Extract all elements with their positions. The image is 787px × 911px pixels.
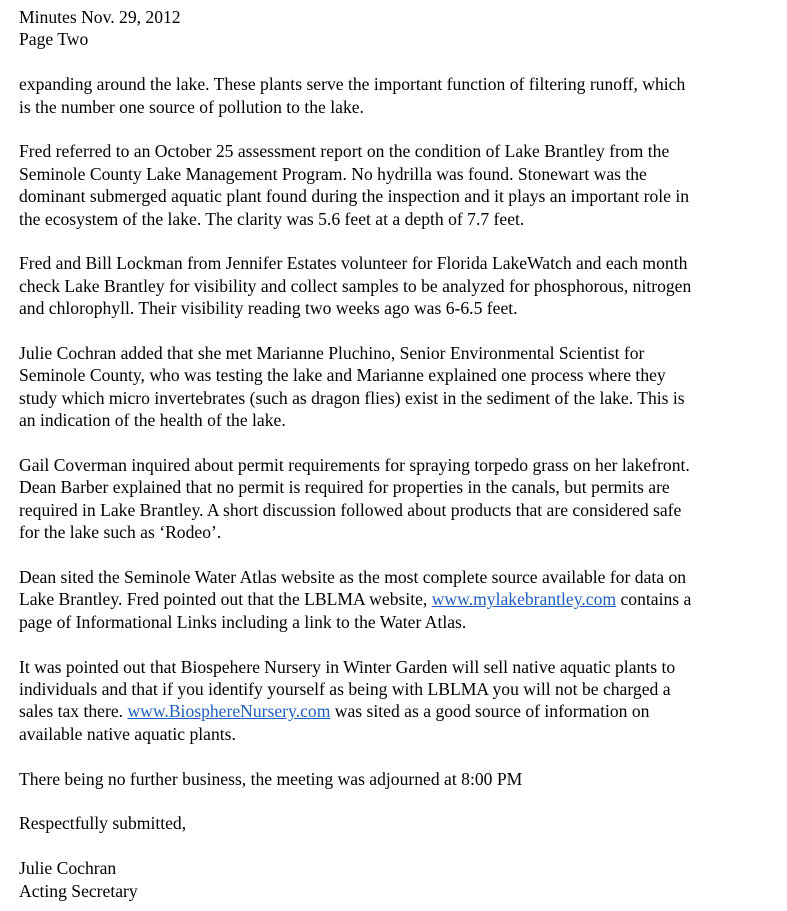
spacer [19, 633, 781, 655]
spacer [19, 835, 781, 857]
paragraph-5: Gail Coverman inquired about permit requirements for spraying torpedo grass on her lakefront. Dean Barber explained that no permit is required for properties in the canals, but permits are required in Lake Brantley. A short discussion followed about products that are considered safe for the lake such as ‘Rodeo’. [19, 455, 690, 543]
paragraph-3: Fred and Bill Lockman from Jennifer Estates volunteer for Florida LakeWatch and each month check Lake Brantley for visibility and collect samples to be analyzed for phosphorous, nitrogen and chlorophyll. Their visibility reading two weeks ago was 6-6.5 feet. [19, 253, 692, 319]
paragraph-6-text-a: Dean sited the Seminole Water Atlas website as the most complete source available for data on Lake Brantley. Fred pointed out that the LBLMA website, [19, 567, 687, 610]
spacer [19, 745, 781, 767]
page-header [19, 6, 781, 51]
signer-name: Julie Cochran [19, 858, 117, 879]
document-page [19, 6, 781, 902]
paragraph-6-text-b: contains a page of Informational Links including a link to the Water Atlas. [19, 589, 692, 632]
paragraph-8: There being no further business, the meeting was adjourned at 8:00 PM [19, 768, 523, 789]
paragraph-6 [19, 566, 781, 633]
spacer [19, 544, 781, 566]
paragraph-1: expanding around the lake. These plants serve the important function of filtering runoff, which is the number one source of pollution to the lake. [19, 74, 686, 117]
spacer [19, 790, 781, 812]
spacer [19, 118, 781, 140]
paragraph-2: Fred referred to an October 25 assessment report on the condition of Lake Brantley from the Seminole County Lake Management Program. No hydrilla was found. Stonewart was the dominant submerged aquatic plant found during the inspection and it plays an important role in the ecosystem of the lake. The clarity was 5.6 feet at a depth of 7.7 feet. [19, 141, 690, 229]
paragraph-7-text-b: was sited as a good source of information on available native aquatic plants. [19, 701, 650, 744]
paragraph-7-text-a: It was pointed out that Biospehere Nursery in Winter Garden will sell native aquatic plants to individuals and that if you identify yourself as being with LBLMA you will not be charged a sales tax there. [19, 656, 676, 722]
paragraph-4: Julie Cochran added that she met Marianne Pluchino, Senior Environmental Scientist for Seminole County, who was testing the lake and Marianne explained one process where they study which micro invertebrates (such as dragon flies) exist in the sediment of the lake. This is an indication of the health of the lake. [19, 343, 685, 431]
minutes-date: Minutes Nov. 29, 2012 [19, 7, 181, 27]
closing-salutation: Respectfully submitted, [19, 813, 187, 834]
spacer [19, 230, 781, 252]
paragraph-7 [19, 656, 781, 746]
spacer [19, 432, 781, 454]
spacer [19, 51, 781, 73]
page-number: Page Two [19, 29, 89, 50]
spacer [19, 320, 781, 342]
mylakebrantley-link[interactable]: www.mylakebrantley.com [431, 589, 617, 610]
signer-title: Acting Secretary [19, 880, 138, 901]
biosphere-nursery-link[interactable]: www.BiosphereNursery.com [127, 701, 331, 722]
